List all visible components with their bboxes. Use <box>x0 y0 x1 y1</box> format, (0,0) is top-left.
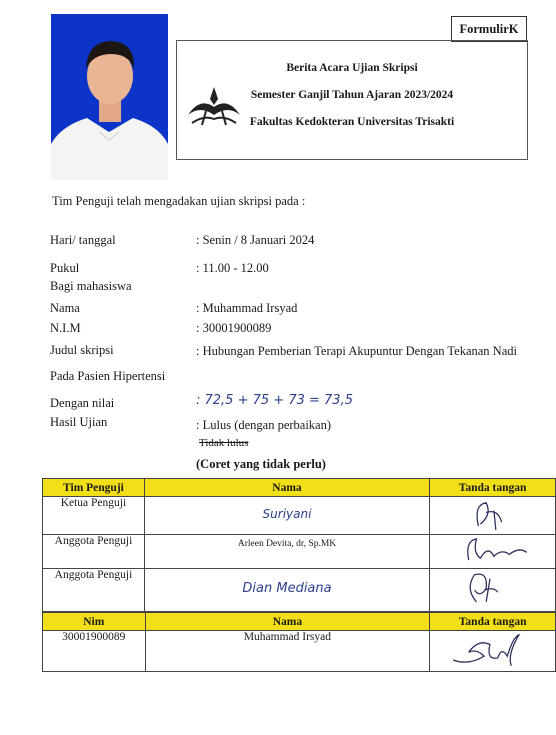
signature-cell <box>430 631 556 672</box>
signature-icon <box>430 497 555 531</box>
thesis-title-value: : Hubungan Pemberian Terapi Akupuntur Dengan Tekanan Nadi <box>196 344 517 358</box>
document-title: Berita Acara Ujian Skripsi <box>286 62 418 74</box>
result-struck: Tidak lulus <box>199 437 249 449</box>
grade-label: Dengan nilai <box>50 396 115 410</box>
examiner-role: Anggota Penguji <box>43 568 145 611</box>
examiner-name: Suriyani <box>144 497 429 535</box>
student-section-label: Bagi mahasiswa <box>50 279 132 293</box>
result-label: Hasil Ujian <box>50 415 108 429</box>
signature-cell <box>430 568 556 611</box>
examiners-table <box>42 478 556 612</box>
student-photo <box>51 14 168 180</box>
table-row <box>43 631 556 672</box>
nim-label: N.I.M <box>50 321 81 335</box>
signature-icon <box>430 569 555 608</box>
name-value: : Muhammad Irsyad <box>196 301 298 315</box>
examiner-role: Anggota Penguji <box>43 534 145 568</box>
examiner-name: Arleen Devita, dr, Sp.MK <box>144 534 429 568</box>
header-nim: Nim <box>43 613 146 631</box>
student-nim: 30001900089 <box>43 631 146 672</box>
header-name: Nama <box>145 613 430 631</box>
university-logo-icon <box>186 85 242 127</box>
time-label: Pukul <box>50 261 80 275</box>
table-row <box>43 534 556 568</box>
signature-icon <box>430 631 555 668</box>
intro-text: Tim Penguji telah mengadakan ujian skripsi pada : <box>52 194 306 208</box>
day-value: : Senin / 8 Januari 2024 <box>196 233 315 247</box>
grade-value: : 72,5 + 75 + 73 = 73,5 <box>196 393 353 408</box>
result-value: : Lulus (dengan perbaikan) <box>196 418 332 432</box>
signature-cell <box>430 497 556 535</box>
faculty-line: Fakultas Kedokteran Universitas Trisakti <box>249 116 455 128</box>
table-row <box>43 568 556 611</box>
student-table <box>42 612 556 672</box>
time-value: : 11.00 - 12.00 <box>196 261 269 275</box>
semester-line: Semester Ganjil Tahun Ajaran 2023/2024 <box>250 89 454 101</box>
table-header-row <box>43 613 556 631</box>
nim-value: : 30001900089 <box>196 321 272 335</box>
table-header-row <box>43 479 556 497</box>
thesis-title-label: Judul skripsi <box>50 343 114 357</box>
examiner-role: Ketua Penguji <box>43 497 145 535</box>
signature-cell <box>430 534 556 568</box>
header-signature: Tanda tangan <box>430 613 556 631</box>
name-label: Nama <box>50 301 80 315</box>
student-name: Muhammad Irsyad <box>145 631 430 672</box>
form-badge: FormulirK <box>451 16 527 42</box>
header-name: Nama <box>144 479 429 497</box>
strike-note: (Coret yang tidak perlu) <box>196 457 326 471</box>
table-row <box>43 497 556 535</box>
header-examiner-team: Tim Penguji <box>43 479 145 497</box>
day-label: Hari/ tanggal <box>50 233 116 247</box>
header-signature: Tanda tangan <box>430 479 556 497</box>
examiner-name: Dian Mediana <box>144 568 429 611</box>
thesis-title-continuation: Pada Pasien Hipertensi <box>50 369 166 383</box>
portrait-image <box>51 14 168 180</box>
signature-icon <box>430 535 555 565</box>
